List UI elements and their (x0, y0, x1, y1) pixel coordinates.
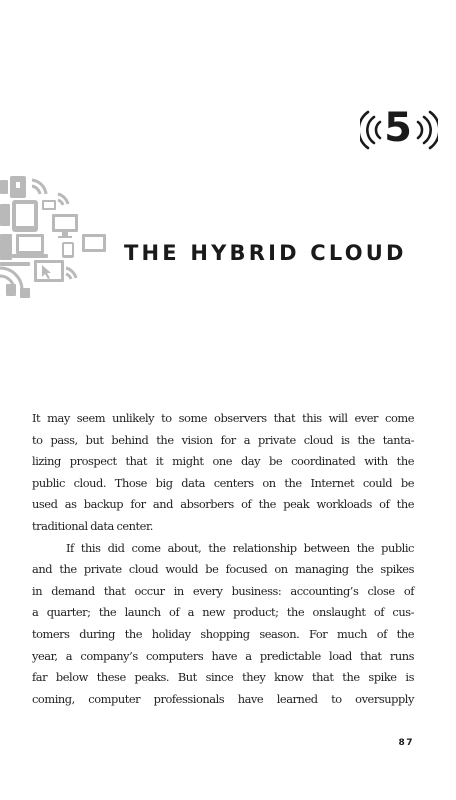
text-line: public cloud. Those big data centers on the Internet could be (32, 475, 414, 490)
text-line: coming, computer professionals have learned to oversupply (32, 691, 414, 706)
body-text (32, 408, 414, 710)
text-line: a quarter; the launch of a new product; the onslaught of cus- (32, 605, 414, 620)
text-line: lizing prospect that it might one day be coordinated with the (32, 454, 414, 469)
text-line: used as backup for and absorbers of the peak workloads of the (32, 497, 414, 512)
device-cluster-art (0, 172, 110, 302)
text-line: far below these peaks. But since they know that the spike is (32, 670, 414, 685)
text-line: tomers during the holiday shopping season. For much of the (32, 626, 414, 641)
text-line: traditional data center. (32, 518, 153, 533)
chapter-title: THE HYBRID CLOUD (124, 241, 407, 265)
page-number: 87 (398, 738, 414, 748)
chapter-number: 5 (384, 105, 412, 151)
chapter-number-mark (360, 105, 436, 152)
text-line: It may seem unlikely to some observers that this will ever come (32, 411, 414, 425)
text-line: and the private cloud would be focused on managing the spikes (32, 562, 414, 577)
paragraph (32, 538, 414, 711)
text-line: If this did come about, the relationship between the public (66, 540, 414, 555)
text-line: year, a company’s computers have a predictable load that runs (32, 648, 414, 663)
text-line: to pass, but behind the vision for a private cloud is the tanta- (32, 432, 414, 447)
paragraph (32, 408, 414, 538)
wifi-waves-left-icon (360, 108, 384, 152)
wifi-waves-right-icon (414, 108, 438, 152)
text-line: in demand that occur in every business: accounting’s close of (32, 583, 414, 598)
